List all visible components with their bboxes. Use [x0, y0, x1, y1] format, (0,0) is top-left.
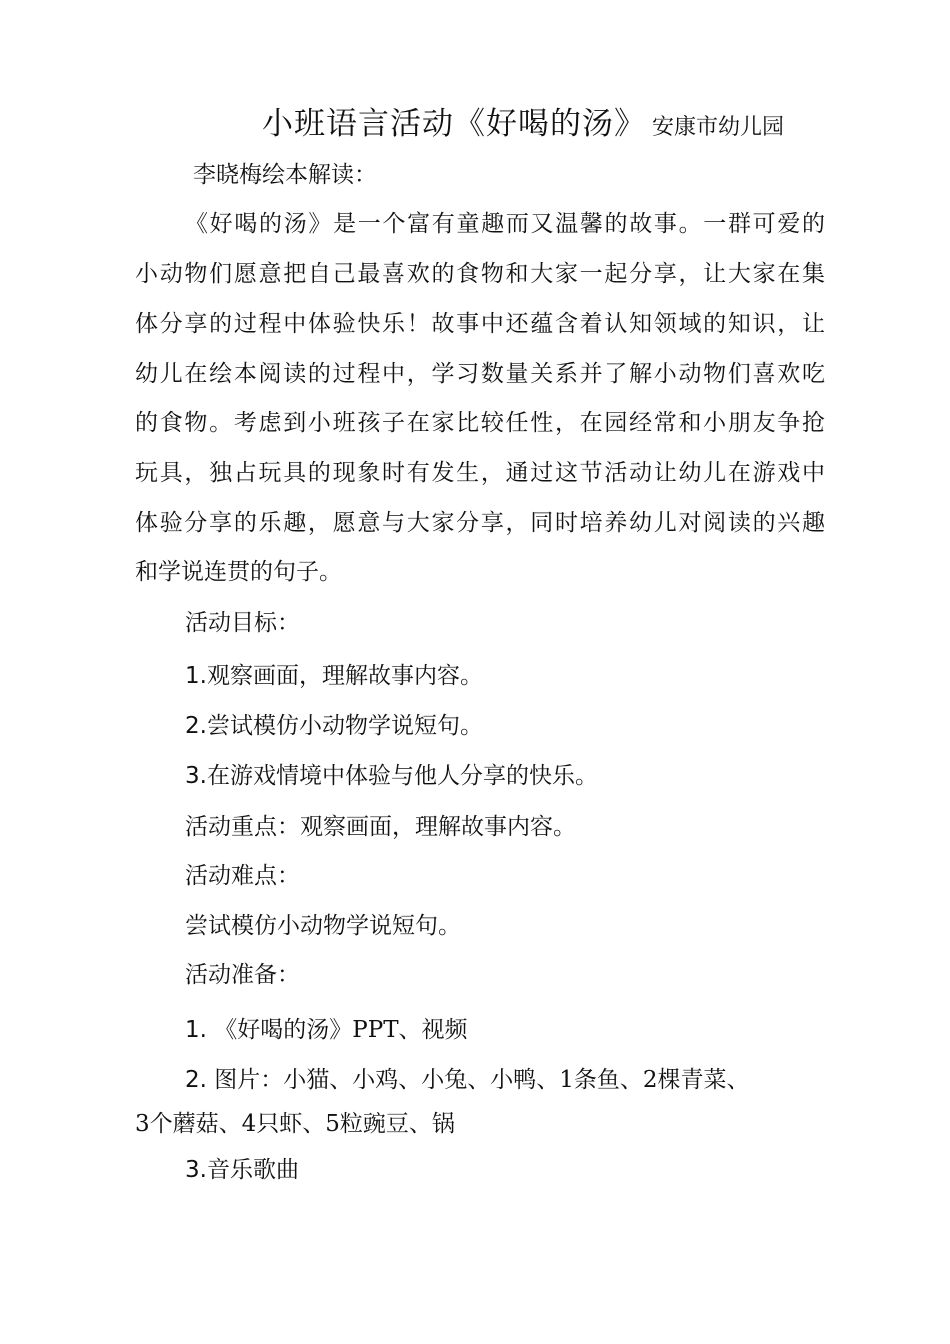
difficulty-heading: 活动难点： [185, 863, 300, 889]
goal-number: 2. [185, 713, 207, 739]
title-organization: 安康市幼儿园 [652, 115, 785, 140]
preparation-text: 图片：小猫、小鸡、小兔、小鸭、1条鱼、2棵青菜、 [214, 1067, 750, 1093]
preparation-number: 2. [185, 1067, 207, 1093]
goals-heading: 活动目标： [185, 610, 300, 636]
intro-line-6: 玩具，独占玩具的现象时有发生，通过这节活动让幼儿在游戏中 [135, 460, 825, 486]
intro-line-1: 《好喝的汤》是一个富有童趣而又温馨的故事。一群可爱的 [185, 211, 825, 237]
goal-text: 尝试模仿小动物学说短句。 [206, 713, 483, 739]
intro-line-7: 体验分享的乐趣，愿意与大家分享，同时培养幼儿对阅读的兴趣 [135, 510, 825, 536]
preparation-item-2 [185, 1065, 750, 1095]
goal-text: 在游戏情境中体验与他人分享的快乐。 [206, 763, 598, 789]
preparation-item-1 [185, 1015, 468, 1045]
goal-text: 观察画面，理解故事内容。 [206, 663, 483, 689]
goal-item-1 [185, 661, 483, 691]
title-main: 小班语言活动《好喝的汤》 [262, 106, 646, 142]
preparation-heading: 活动准备： [185, 962, 300, 988]
difficulty-text: 尝试模仿小动物学说短句。 [185, 913, 461, 939]
intro-line-8: 和学说连贯的句子。 [135, 559, 342, 585]
preparation-text: 《好喝的汤》PPT、视频 [214, 1017, 468, 1043]
intro-line-3: 体分享的过程中体验快乐！故事中还蕴含着认知领域的知识，让 [135, 311, 825, 337]
goal-item-3 [185, 761, 598, 791]
key-point: 活动重点：观察画面，理解故事内容。 [185, 814, 576, 840]
preparation-item-2-continued: 3个蘑菇、4只虾、5粒豌豆、锅 [135, 1111, 455, 1137]
preparation-text: 音乐歌曲 [206, 1157, 299, 1183]
intro-line-4: 幼儿在绘本阅读的过程中，学习数量关系并了解小动物们喜欢吃 [135, 361, 825, 387]
intro-line-5: 的食物。考虑到小班孩子在家比较任性，在园经常和小朋友争抢 [135, 410, 825, 436]
intro-line-2: 小动物们愿意把自己最喜欢的食物和大家一起分享，让大家在集 [135, 261, 825, 287]
preparation-item-3 [185, 1155, 299, 1185]
goal-number: 3. [185, 763, 207, 789]
goal-item-2 [185, 711, 483, 741]
author-line: 李晓梅绘本解读： [193, 162, 377, 188]
preparation-number: 3. [185, 1157, 207, 1183]
document-title [262, 98, 784, 143]
preparation-number: 1. [185, 1017, 207, 1043]
goal-number: 1. [185, 663, 207, 689]
